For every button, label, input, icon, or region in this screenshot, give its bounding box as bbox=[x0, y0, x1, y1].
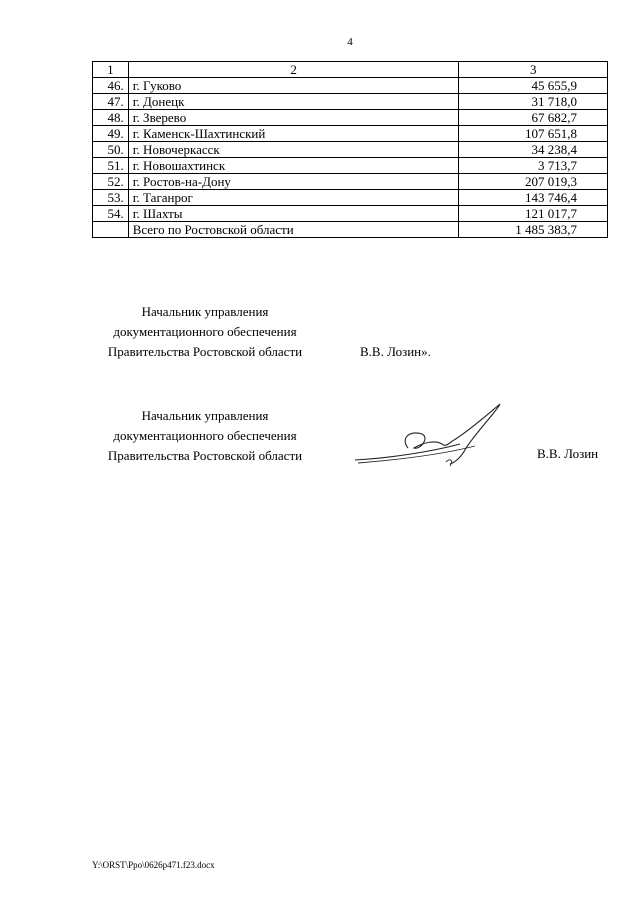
header-col-3: 3 bbox=[459, 62, 608, 78]
row-value: 34 238,4 bbox=[459, 142, 608, 158]
handwritten-signature bbox=[350, 400, 505, 470]
signatory-title-line: Начальник управления bbox=[141, 304, 269, 319]
row-city: г. Новочеркасск bbox=[128, 142, 459, 158]
row-city: г. Шахты bbox=[128, 206, 459, 222]
row-number: 53. bbox=[93, 190, 129, 206]
row-city: г. Новошахтинск bbox=[128, 158, 459, 174]
table-row bbox=[93, 158, 608, 174]
row-value: 31 718,0 bbox=[459, 94, 608, 110]
table-row bbox=[93, 206, 608, 222]
table-row bbox=[93, 78, 608, 94]
signatory-title-line: документационного обеспечения bbox=[113, 324, 297, 339]
row-city: г. Таганрог bbox=[128, 190, 459, 206]
allocation-table bbox=[92, 61, 608, 238]
table-header-row bbox=[93, 62, 608, 78]
row-city: г. Ростов-на-Дону bbox=[128, 174, 459, 190]
row-city: г. Каменск-Шахтинский bbox=[128, 126, 459, 142]
signatory-title-line: Правительства Ростовской области bbox=[107, 344, 303, 359]
row-number: 49. bbox=[93, 126, 129, 142]
row-value: 207 019,3 bbox=[459, 174, 608, 190]
row-number: 48. bbox=[93, 110, 129, 126]
signatory-title-line: Начальник управления bbox=[141, 408, 269, 423]
table-row bbox=[93, 190, 608, 206]
total-label: Всего по Ростовской области bbox=[128, 222, 459, 238]
signatory-title-line: документационного обеспечения bbox=[113, 428, 297, 443]
table-total-row bbox=[93, 222, 608, 238]
header-col-2: 2 bbox=[128, 62, 459, 78]
table-row bbox=[93, 94, 608, 110]
table-row bbox=[93, 174, 608, 190]
row-number: 51. bbox=[93, 158, 129, 174]
total-number bbox=[93, 222, 129, 238]
header-col-1: 1 bbox=[93, 62, 129, 78]
total-value: 1 485 383,7 bbox=[459, 222, 608, 238]
row-city: г. Гуково bbox=[128, 78, 459, 94]
table-row bbox=[93, 142, 608, 158]
row-number: 52. bbox=[93, 174, 129, 190]
signatory-title-line: Правительства Ростовской области bbox=[107, 448, 303, 463]
row-value: 45 655,9 bbox=[459, 78, 608, 94]
table-row bbox=[93, 110, 608, 126]
row-value: 107 651,8 bbox=[459, 126, 608, 142]
row-number: 46. bbox=[93, 78, 129, 94]
row-number: 54. bbox=[93, 206, 129, 222]
row-value: 143 746,4 bbox=[459, 190, 608, 206]
row-value: 3 713,7 bbox=[459, 158, 608, 174]
page-number: 4 bbox=[347, 36, 353, 48]
signatory-title-1 bbox=[90, 302, 320, 362]
signatory-name-1: В.В. Лозин». bbox=[360, 344, 431, 359]
row-city: г. Зверево bbox=[128, 110, 459, 126]
row-value: 121 017,7 bbox=[459, 206, 608, 222]
signatory-title-2 bbox=[90, 406, 320, 466]
table-row bbox=[93, 126, 608, 142]
signatory-name-2: В.В. Лозин bbox=[537, 446, 599, 461]
row-value: 67 682,7 bbox=[459, 110, 608, 126]
footer-file-path: Y:\ORST\Ppo\0626p471.f23.docx bbox=[92, 860, 215, 870]
row-city: г. Донецк bbox=[128, 94, 459, 110]
row-number: 47. bbox=[93, 94, 129, 110]
row-number: 50. bbox=[93, 142, 129, 158]
